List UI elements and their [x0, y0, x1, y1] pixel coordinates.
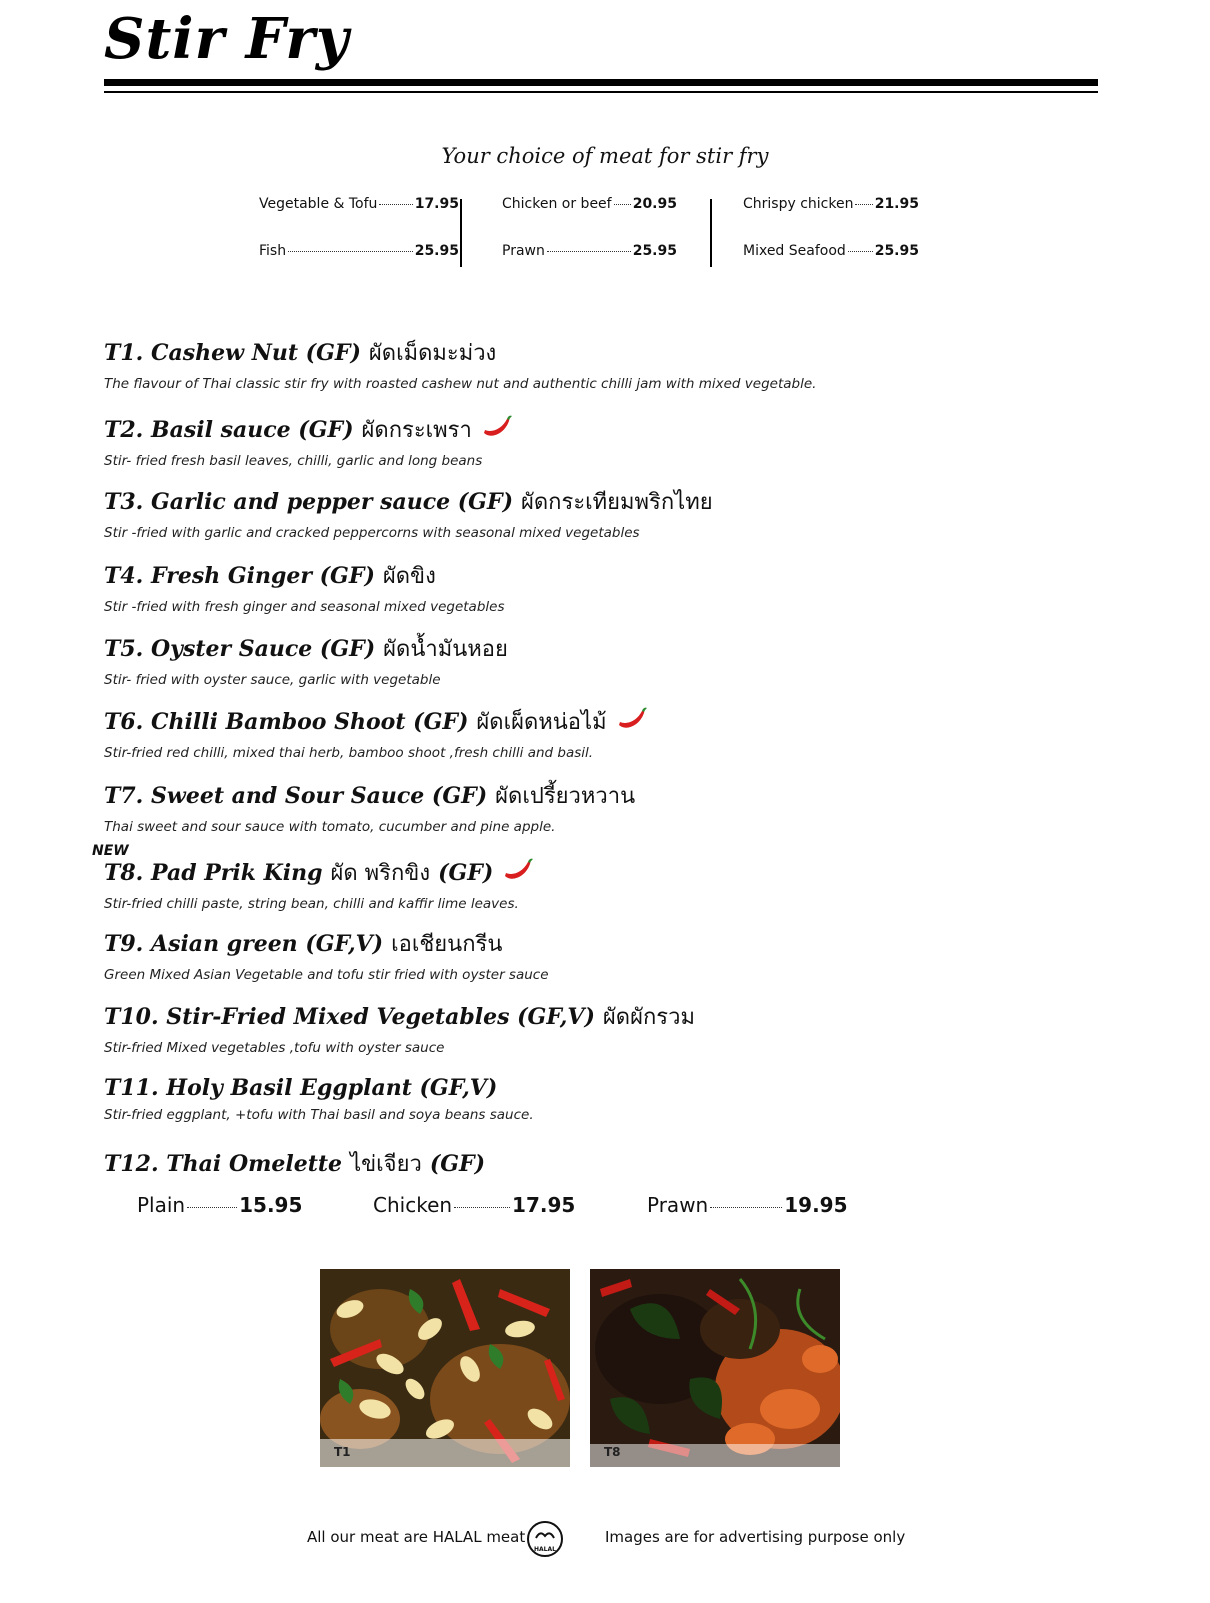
item-description: Stir- fried with oyster sauce, garlic with vegetable: [104, 672, 441, 688]
meat-price: 25.95: [414, 243, 459, 259]
item-description: Stir -fried with fresh ginger and seasonal mixed vegetables: [104, 599, 505, 615]
item-thai-name: ไข่เจียว: [350, 1152, 422, 1177]
meat-price: 25.95: [632, 243, 677, 259]
meat-choice-title: Your choice of meat for stir fry: [441, 144, 769, 168]
menu-item-t1: [104, 335, 816, 392]
item-thai-name: ผัดเผ็ดหน่อไม้: [476, 710, 607, 735]
item-description: Thai sweet and sour sauce with tomato, cucumber and pine apple.: [104, 819, 556, 835]
item-description: Stir -fried with garlic and cracked peppercorns with seasonal mixed vegetables: [104, 525, 640, 541]
menu-item-t3: [104, 484, 713, 541]
halal-icon: [526, 1520, 564, 1562]
item-thai-name: ผัดน้ำมันหอย: [383, 637, 508, 662]
menu-item-t11: [104, 1075, 534, 1123]
meat-name: Mixed Seafood: [743, 243, 846, 259]
dish-photo-t1: [320, 1269, 570, 1467]
photo-label: T8: [604, 1445, 621, 1459]
omelette-name: Prawn: [647, 1193, 709, 1217]
menu-item-t5: [104, 631, 508, 688]
menu-item-t9: [104, 926, 549, 983]
menu-item-t7: [104, 778, 635, 835]
meat-name: Fish: [259, 243, 287, 259]
dish-photo-t8: [590, 1269, 840, 1467]
omelette-option-plain: [137, 1193, 302, 1217]
item-description: Stir-fried eggplant, +tofu with Thai basil and soya beans sauce.: [104, 1107, 534, 1123]
omelette-option-prawn: [647, 1193, 848, 1217]
item-title-suffix: (GF): [429, 1150, 486, 1177]
item-description: Stir-fried chilli paste, string bean, chilli and kaffir lime leaves.: [104, 896, 519, 912]
menu-item-t10: [104, 999, 695, 1056]
item-description: Stir-fried Mixed vegetables ,tofu with oyster sauce: [104, 1040, 445, 1056]
item-title: T12. Thai Omelette: [104, 1150, 343, 1177]
image-disclaimer: Images are for advertising purpose only: [605, 1528, 906, 1546]
item-description: Stir- fried fresh basil leaves, chilli, garlic and long beans: [104, 453, 483, 469]
column-divider: [460, 199, 462, 267]
item-thai-name: ผัดเปรี้ยวหวาน: [495, 784, 636, 809]
item-title: T9. Asian green (GF,V): [104, 930, 384, 957]
item-thai-name: ผัดผักรวม: [602, 1005, 695, 1030]
meat-choice-row: [259, 243, 459, 290]
item-title: T4. Fresh Ginger (GF): [104, 562, 375, 589]
meat-name: Chrispy chicken: [743, 196, 854, 212]
meat-choice-row: [502, 243, 677, 290]
item-thai-name: ผัดกระเพรา: [361, 418, 472, 443]
omelette-price: 19.95: [784, 1193, 848, 1217]
item-thai-name: ผัดขิง: [382, 564, 436, 589]
meat-choice-column-1: [259, 196, 459, 290]
omelette-price: 15.95: [239, 1193, 303, 1217]
item-description: Stir-fried red chilli, mixed thai herb, bamboo shoot ,fresh chilli and basil.: [104, 745, 594, 761]
menu-item-t8: [104, 855, 535, 912]
meat-price: 20.95: [632, 196, 677, 212]
item-title: T10. Stir-Fried Mixed Vegetables (GF,V): [104, 1003, 595, 1030]
item-title: T7. Sweet and Sour Sauce (GF): [104, 782, 488, 809]
meat-name: Vegetable & Tofu: [259, 196, 378, 212]
omelette-option-chicken: [373, 1193, 575, 1217]
menu-item-t2: [104, 412, 514, 469]
meat-price: 21.95: [874, 196, 919, 212]
photo-label: T1: [334, 1445, 351, 1459]
halal-note: All our meat are HALAL meat: [307, 1528, 526, 1546]
item-thai-name: เอเชียนกรีน: [391, 932, 503, 957]
halal-badge-text: HALAL: [534, 1546, 556, 1553]
chili-icon: [482, 413, 514, 447]
meat-choice-column-3: [743, 196, 919, 290]
omelette-price: 17.95: [512, 1193, 576, 1217]
item-description: The flavour of Thai classic stir fry with roasted cashew nut and authentic chilli jam with mixed vegetable.: [104, 376, 817, 392]
omelette-name: Chicken: [373, 1193, 453, 1217]
item-title: T8. Pad Prik King: [104, 859, 323, 886]
item-title-suffix: (GF): [438, 859, 494, 886]
chili-icon: [503, 856, 535, 890]
item-thai-name: ผัดเม็ดมะม่วง: [368, 341, 497, 366]
item-title: T2. Basil sauce (GF): [104, 416, 354, 443]
item-thai-name: ผัดกระเทียมพริกไทย: [521, 490, 713, 515]
chili-icon: [617, 705, 649, 739]
item-thai-name: ผัด พริกขิง: [330, 861, 431, 886]
meat-choice-column-2: [502, 196, 677, 290]
column-divider: [710, 199, 712, 267]
omelette-name: Plain: [137, 1193, 186, 1217]
meat-choice-row: [743, 243, 919, 290]
cashew-stir-fry-image: [320, 1269, 570, 1467]
meat-name: Chicken or beef: [502, 196, 612, 212]
item-title: T6. Chilli Bamboo Shoot (GF): [104, 708, 469, 735]
item-title: T3. Garlic and pepper sauce (GF): [104, 488, 513, 515]
page-title: Stir Fry: [104, 6, 350, 72]
meat-choice-row: [259, 196, 459, 243]
title-rule-thick: [104, 79, 1098, 86]
title-rule-thin: [104, 91, 1098, 93]
meat-price: 17.95: [414, 196, 459, 212]
item-title: T11. Holy Basil Eggplant (GF,V): [104, 1075, 498, 1101]
meat-price: 25.95: [874, 243, 919, 259]
meat-choice-row: [502, 196, 677, 243]
new-badge: NEW: [92, 843, 129, 859]
pad-prik-king-image: [590, 1269, 840, 1467]
item-description: Green Mixed Asian Vegetable and tofu stir fried with oyster sauce: [104, 967, 549, 983]
item-title: T1. Cashew Nut (GF): [104, 339, 361, 366]
item-title: T5. Oyster Sauce (GF): [104, 635, 376, 662]
menu-item-t12: [104, 1146, 485, 1181]
meat-name: Prawn: [502, 243, 545, 259]
meat-choice-row: [743, 196, 919, 243]
menu-item-t6: [104, 704, 649, 761]
menu-item-t4: [104, 558, 504, 615]
